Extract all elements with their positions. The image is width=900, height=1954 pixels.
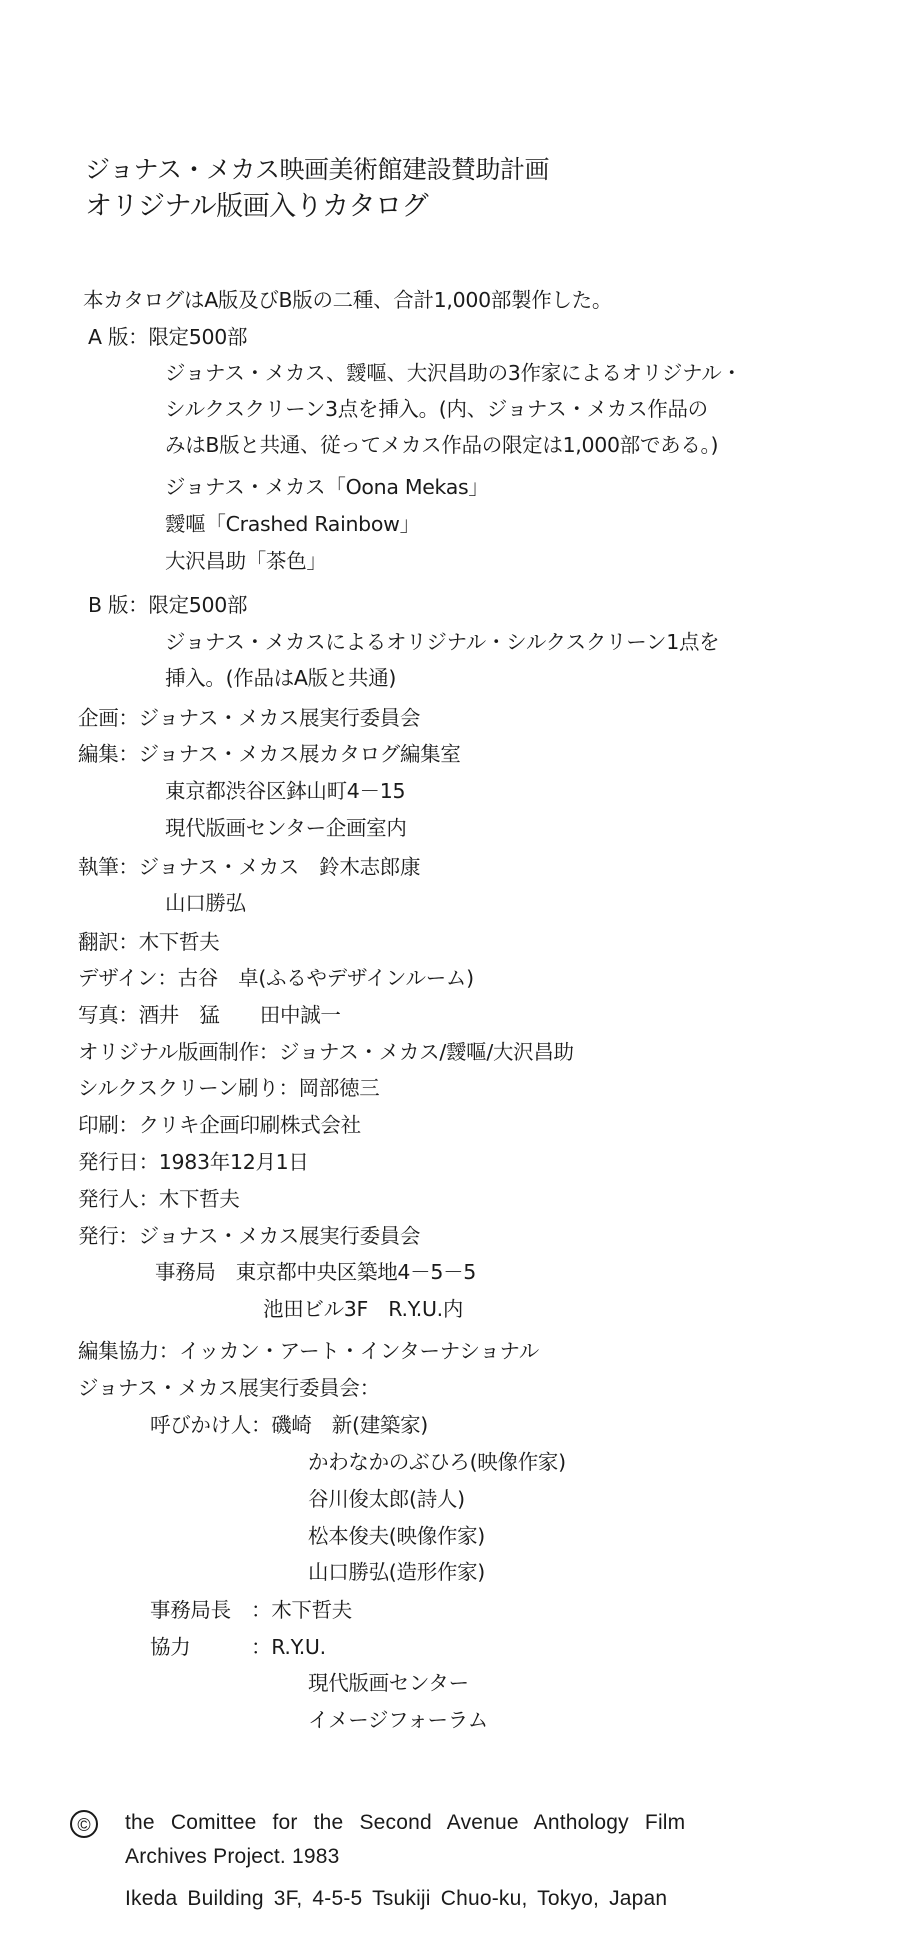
colophon-line: B 版：限定500部 <box>88 593 248 617</box>
colophon-line: 発行人：木下哲夫 <box>78 1187 240 1211</box>
colophon-line: 執筆：ジョナス・メカス 鈴木志郎康 <box>78 855 421 879</box>
colophon-line: 協力 ：R.Y.U. <box>150 1635 326 1659</box>
colophon-line: 靉嘔「Crashed Rainbow」 <box>165 512 420 536</box>
colophon-line: みはB版と共通、従ってメカス作品の限定は1,000部である。) <box>165 433 719 457</box>
copyright-line-2: Archives Project. 1983 <box>125 1845 340 1868</box>
colophon-line: 事務局 東京都中央区築地4－5－5 <box>155 1260 477 1284</box>
colophon-line: 大沢昌助「茶色」 <box>165 549 327 573</box>
colophon-line: 呼びかけ人：磯崎 新(建築家) <box>150 1413 428 1437</box>
title-line-2: オリジナル版画入りカタログ <box>85 191 429 222</box>
colophon-line: 谷川俊太郎(詩人) <box>308 1487 465 1511</box>
colophon-line: 編集協力：イッカン・アート・インターナショナル <box>78 1339 539 1363</box>
colophon-line: 事務局長 ：木下哲夫 <box>150 1598 352 1622</box>
colophon-line: A 版：限定500部 <box>88 325 248 349</box>
colophon-line: 現代版画センター <box>308 1671 469 1695</box>
colophon-line: シルクスクリーン3点を挿入。(内、ジョナス・メカス作品の <box>165 397 708 421</box>
colophon-line: 松本俊夫(映像作家) <box>308 1524 485 1548</box>
colophon-line: 翻訳：木下哲夫 <box>78 930 220 954</box>
copyright-symbol: © <box>70 1810 98 1838</box>
colophon-line: シルクスクリーン刷り：岡部徳三 <box>78 1076 380 1100</box>
colophon-line: 本カタログはA版及びB版の二種、合計1,000部製作した。 <box>83 288 613 312</box>
colophon-line: 山口勝弘 <box>165 891 246 915</box>
colophon-line: 挿入。(作品はA版と共通) <box>165 666 397 690</box>
colophon-line: イメージフォーラム <box>308 1708 488 1732</box>
colophon-line: 発行日：1983年12月1日 <box>78 1150 309 1174</box>
colophon-line: 池田ビル3F R.Y.U.内 <box>263 1297 464 1321</box>
colophon-line: 企画：ジョナス・メカス展実行委員会 <box>78 706 421 730</box>
colophon-line: オリジナル版画制作：ジョナス・メカス/靉嘔/大沢昌助 <box>78 1040 574 1064</box>
colophon-line: 印刷：クリキ企画印刷株式会社 <box>78 1113 361 1137</box>
colophon-line: 山口勝弘(造形作家) <box>308 1560 485 1584</box>
colophon-line: 現代版画センター企画室内 <box>165 816 407 840</box>
colophon-line: ジョナス・メカス展実行委員会： <box>78 1376 380 1400</box>
colophon-line: ジョナス・メカス「Oona Mekas」 <box>165 475 489 499</box>
copyright-line-1: the Comittee for the Second Avenue Anthology Film <box>125 1811 686 1834</box>
colophon-line: デザイン：古谷 卓(ふるやデザインルーム) <box>78 966 474 990</box>
colophon-line: 編集：ジョナス・メカス展カタログ編集室 <box>78 742 461 766</box>
colophon-line: 東京都渋谷区鉢山町4－15 <box>165 779 406 803</box>
colophon-line: 発行：ジョナス・メカス展実行委員会 <box>78 1224 421 1248</box>
colophon-line: かわなかのぶひろ(映像作家) <box>308 1450 566 1474</box>
colophon-line: ジョナス・メカスによるオリジナル・シルクスクリーン1点を <box>165 630 720 654</box>
address-line: Ikeda Building 3F, 4-5-5 Tsukiji Chuo-ku, Tokyo, Japan <box>125 1887 668 1910</box>
colophon-line: ジョナス・メカス、靉嘔、大沢昌助の3作家によるオリジナル・ <box>165 361 742 385</box>
colophon-line: 写真：酒井 猛 田中誠一 <box>78 1003 341 1027</box>
title-line-1: ジョナス・メカス映画美術館建設賛助計画 <box>85 155 550 184</box>
